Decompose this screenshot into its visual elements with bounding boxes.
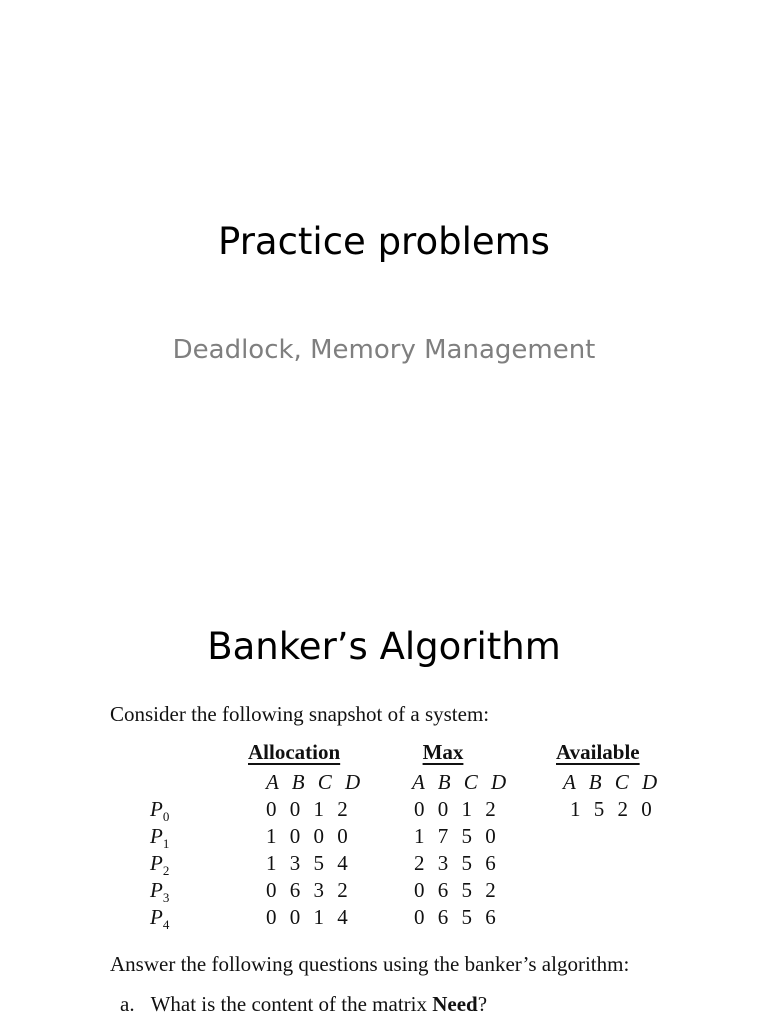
process-letter: P xyxy=(150,905,163,929)
resource-labels-max: A B C D xyxy=(412,770,511,794)
max-cell: 0 0 1 2 xyxy=(414,797,500,821)
available-cell: 1 5 2 0 xyxy=(570,797,656,821)
problem-intro: Consider the following snapshot of a system: xyxy=(110,702,490,726)
process-label xyxy=(150,851,169,879)
allocation-cell: 1 3 5 4 xyxy=(266,851,352,875)
column-header-max: Max xyxy=(422,740,464,764)
process-index: 0 xyxy=(162,809,170,825)
max-cell: 0 6 5 2 xyxy=(414,878,500,902)
process-label xyxy=(150,878,169,906)
question-part-a xyxy=(120,992,487,1017)
process-label xyxy=(150,797,169,825)
process-letter: P xyxy=(150,851,163,875)
slide-title-practice-problems: Practice problems xyxy=(218,220,550,263)
allocation-cell: 0 6 3 2 xyxy=(266,878,352,902)
resource-labels-allocation: A B C D xyxy=(266,770,365,794)
allocation-cell: 0 0 1 2 xyxy=(266,797,352,821)
part-a-label: a. xyxy=(120,992,135,1016)
part-a-text: What is the content of the matrix xyxy=(150,992,433,1016)
process-letter: P xyxy=(150,797,163,821)
allocation-cell: 1 0 0 0 xyxy=(266,824,352,848)
max-cell: 0 6 5 6 xyxy=(414,905,500,929)
part-a-bold: Need xyxy=(432,992,478,1016)
process-index: 3 xyxy=(162,890,170,906)
question-text: Answer the following questions using the banker’s algorithm: xyxy=(110,952,630,976)
part-a-end: ? xyxy=(477,992,488,1016)
max-cell: 2 3 5 6 xyxy=(414,851,500,875)
process-letter: P xyxy=(150,824,163,848)
max-cell: 1 7 5 0 xyxy=(414,824,500,848)
process-index: 1 xyxy=(162,836,170,852)
process-index: 2 xyxy=(162,863,170,879)
column-header-available: Available xyxy=(556,740,640,764)
process-index: 4 xyxy=(162,917,170,933)
process-label xyxy=(150,824,169,852)
allocation-cell: 0 0 1 4 xyxy=(266,905,352,929)
column-header-allocation: Allocation xyxy=(248,740,341,764)
slide-title-bankers-algorithm: Banker’s Algorithm xyxy=(207,625,561,668)
resource-labels-available: A B C D xyxy=(563,770,662,794)
slide-subtitle: Deadlock, Memory Management xyxy=(172,335,596,365)
process-label xyxy=(150,905,169,933)
process-letter: P xyxy=(150,878,163,902)
